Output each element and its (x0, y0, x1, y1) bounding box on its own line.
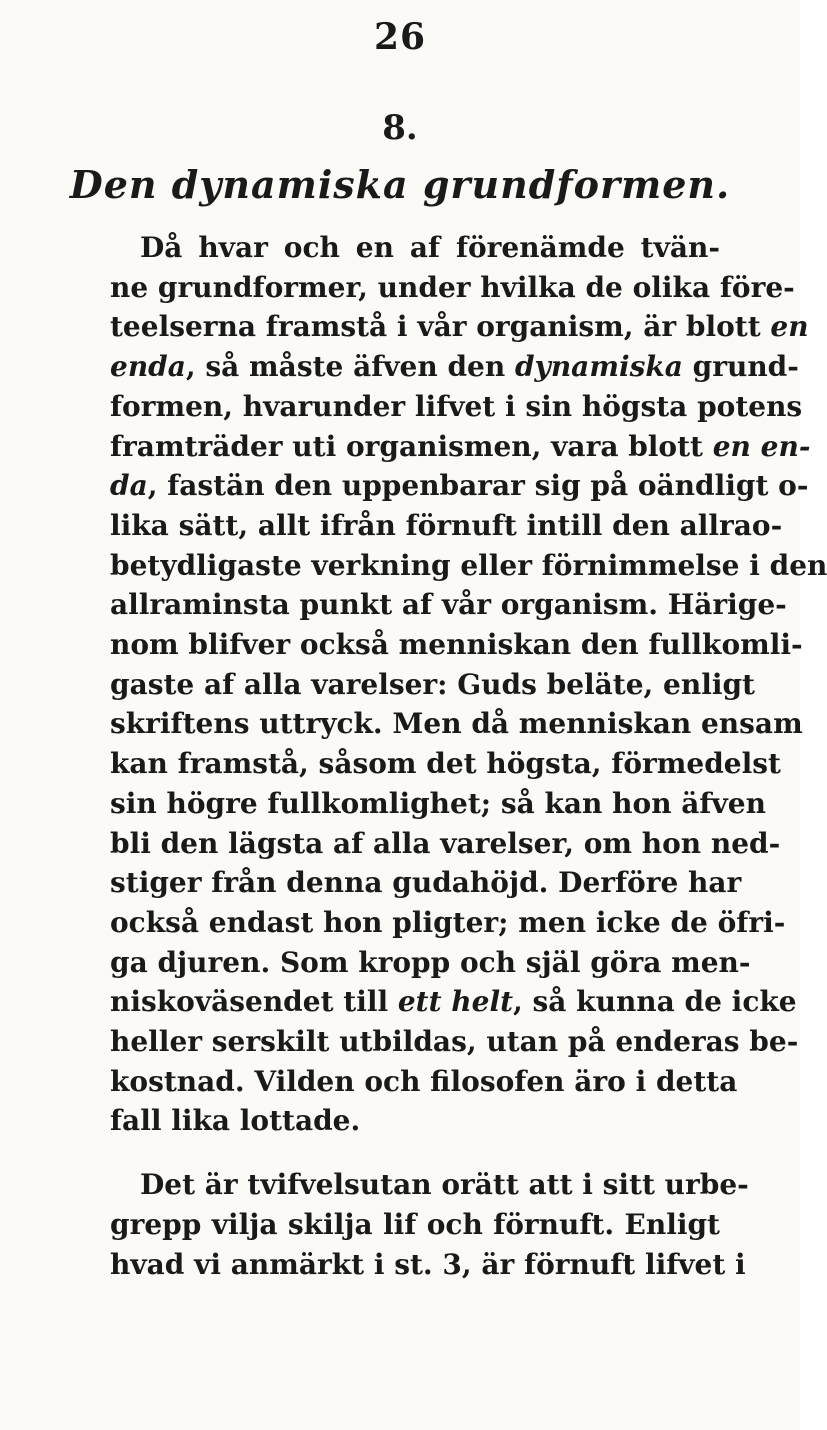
text-line: enda, så måste äfven den dynamiska grund- (110, 350, 799, 384)
text-line: niskoväsendet till ett helt, så kunna de icke (110, 985, 797, 1019)
emphasis-text: dynamiska (514, 350, 683, 384)
text-line: bli den lägsta af alla varelser, om hon ned- (110, 826, 781, 860)
text-line: gaste af alla varelser: Guds beläte, enligt (110, 667, 755, 701)
text-line: skriftens uttryck. Men då menniskan ensam (110, 707, 803, 741)
text-line: stiger från denna gudahöjd. Derföre har (110, 866, 742, 900)
text-line: Då hvar och en af förenämde tvän- (140, 231, 720, 264)
text-line: da, fastän den uppenbarar sig på oändligt o- (110, 469, 809, 503)
text-line: ga djuren. Som kropp och själ göra men- (110, 945, 751, 979)
text-line: nom blifver också menniskan den fullkomli- (110, 628, 803, 662)
text-line: lika sätt, allt ifrån förnuft intill den allrao- (110, 508, 783, 542)
text-line: teelserna framstå i vår organism, är blott en (110, 310, 809, 344)
text-line: allraminsta punkt af vår organism. Härige- (110, 588, 787, 622)
text-line: fall lika lottade. (110, 1104, 361, 1138)
paragraph (110, 1165, 749, 1284)
emphasis-text: da (110, 469, 148, 503)
emphasis-text: enda (110, 350, 186, 384)
paragraph (110, 228, 827, 1141)
section-title: Den dynamiska grundformen. (69, 162, 731, 207)
text-line: ne grundformer, under hvilka de olika före- (110, 270, 795, 304)
emphasis-text: en (770, 310, 809, 344)
text-line: kostnad. Vilden och filosofen äro i detta (110, 1064, 738, 1098)
emphasis-text: en en- (712, 429, 811, 463)
text-line: framträder uti organismen, vara blott en en- (110, 429, 811, 463)
section-number: 8. (382, 108, 418, 148)
text-line: kan framstå, såsom det högsta, förmedelst (110, 747, 781, 781)
text-line: Det är tvifvelsutan orätt att i sitt urbe- (140, 1168, 749, 1202)
text-line: sin högre fullkomlighet; så kan hon äfven (110, 786, 766, 820)
text-line: också endast hon pligter; men icke de öfri- (110, 905, 786, 939)
text-line: hvad vi anmärkt i st. 3, är förnuft lifvet i (110, 1247, 746, 1281)
page-number: 26 (373, 16, 427, 58)
text-line: formen, hvarunder lifvet i sin högsta potens (110, 389, 803, 423)
emphasis-text: ett helt (397, 985, 514, 1019)
text-line: heller serskilt utbildas, utan på enderas be- (110, 1025, 799, 1059)
text-line: grepp vilja skilja lif och förnuft. Enligt (110, 1207, 720, 1241)
body-text (110, 228, 827, 1284)
paragraph-gap (110, 1141, 720, 1165)
text-line: betydligaste verkning eller förnimmelse i den (110, 548, 827, 582)
